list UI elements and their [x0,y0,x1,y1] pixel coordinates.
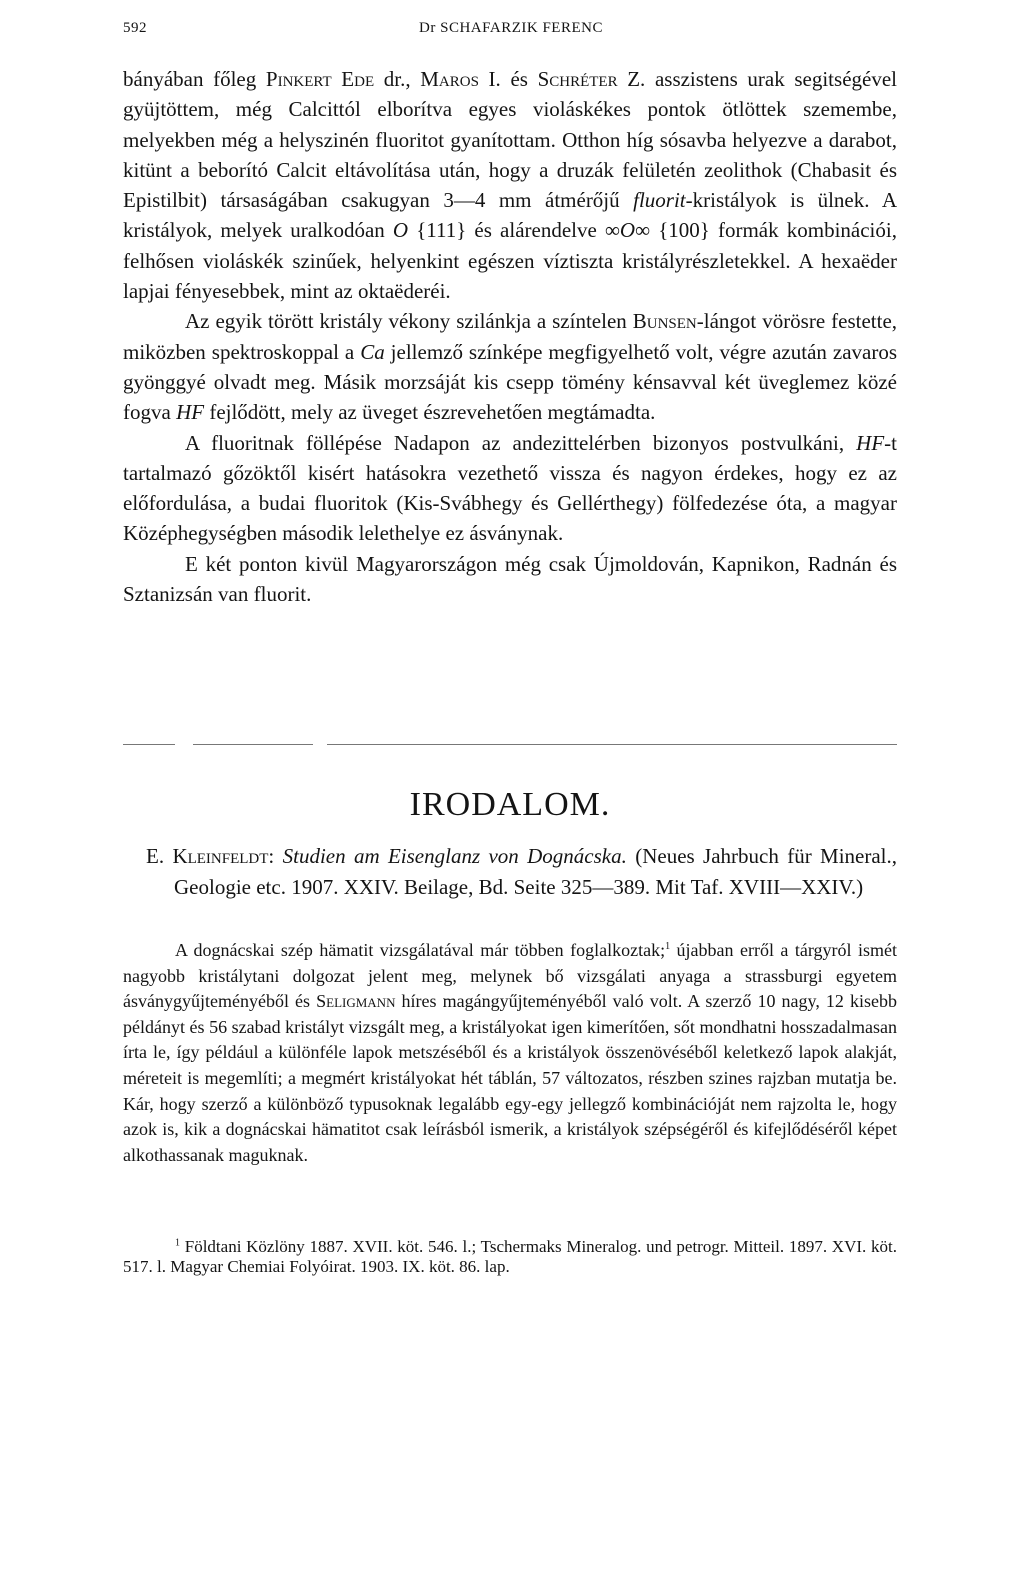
author-name: Pinkert Ede [265,67,375,91]
text-run: : [268,844,283,868]
author-name: Kleinfeldt [172,844,269,868]
paragraph-1 [123,64,897,306]
italic-term: fluorit [633,188,686,213]
text-run: A dognácskai szép hämatit vizsgálatával már többen foglalkoztak; [175,940,666,960]
citation [146,841,897,902]
author-name: Maros [420,67,479,91]
chemical-symbol: Ca [360,339,385,364]
chemical-symbol: HF [856,430,885,455]
text-run: Az egyik törött kristály vékony szilánkja a színtelen [185,309,633,334]
text-run: jellemző színképe megfigyelhető volt, végre azután zavaros gyönggyé olvadt meg. Másik morzsáját kis csepp tömény kénsavval két üveglemez közé fogva [123,339,898,425]
text-run: I. és [478,67,538,91]
work-title: Studien am Eisenglanz von Dognácska. [282,844,627,868]
text-run: fejlődött, mely az üveget észrevehetően megtámadta. [204,400,656,425]
text-run: újabban erről a tárgyról ismét nagyobb kristálytani dolgozat jelent meg, melynek bő vizsgálati anyaga a strassburgi egyetem ásványgyűjteményéből és [123,940,897,1012]
text-run: -lángot vörösre festette, miközben spektroskoppal a [123,309,898,364]
page-number: 592 [123,20,147,36]
paragraph-2 [123,306,897,427]
divider-rule [327,744,897,745]
section-title: IRODALOM. [409,786,611,823]
text-run: dr., [374,67,421,91]
author-name: Bunsen [632,309,697,334]
footnote [123,1237,897,1277]
text-run: -kristályok is ülnek. A kristályok, melyek uralkodóan [123,188,897,243]
text-run: {111} és alárendelve ∞ [408,218,620,243]
crystal-symbol: O [619,218,636,243]
citation-entry [146,841,897,902]
text-run: Z. asszistens urak segitségével gyüjtöttem, még Calcittól elborítva egyes violáskékes pontok ötlöttek szemembe, melyekben még a helyszinén fluoritot gyanítottam. Otthon híg sósavba helyezve a darabot, kitünt a beborító Calcit eltávolítása után, hogy a druzák felületén zeolithok (Chabasit és Epistilbit) társaságában csakugyan 3—4 mm átmérőjű [123,67,897,213]
text-run: A fluoritnak föllépése Nadapon az andezittelérben bizonyos postvulkáni, [185,430,857,455]
page-header [123,20,899,42]
text-run: híres magángyűjteményéből való volt. A szerző 10 nagy, 12 kisebb példányt és 56 szabad kristályt vizsgált meg, a kristályokat igen kimerítően, sőt mondhatni hosszadalmasan írta le, így például a különféle lapok metszéséből és a kristályok összenövéséből keletkező lapok alakját, méreteit is megemlíti; a megmért kristályokat hét táblán, 57 változatos, részben szines rajzban mutatja be. Kár, hogy szerző a különböző typusoknak legalább egy-egy jellegző kombinációját nem rajzolta le, hogy azok is, kik a dognácskai hämatitot csak leírásból ismerik, a kristályok szépségéről és kifejlődéséről képet alkothassanak maguknak. [123,991,898,1165]
body-text [123,64,897,609]
divider-rule [123,744,175,745]
paragraph-3 [123,428,897,549]
footnote-marker: 1 [665,941,671,952]
review-paragraph [123,938,897,1168]
footnote-marker: 1 [175,1237,180,1249]
text-run: bányában főleg [123,67,266,91]
text-run: -t tartalmazó gőzöktől kisért hatásokra vezethető vissza és nagyon érdekes, hogy ez az előfordulása, a budai fluoritok (Kis-Svábhegy és Gellérthegy) fölfedezése óta, a magyar Középhegységben második lelethelye ez ásványnak. [123,430,897,546]
divider-rule [193,744,313,745]
running-head: Dr SCHAFARZIK FERENC [419,20,603,36]
paragraph-4: E két ponton kivül Magyarországon még csak Újmoldován, Kapnikon, Radnán és Sztanizsán van fluorit. [123,551,897,607]
text-run: E. [146,844,173,868]
crystal-symbol: O [392,218,409,243]
review-text [123,938,897,1168]
author-name: Seligmann [316,991,396,1012]
footnote-text [123,1237,897,1277]
section-divider [123,742,897,748]
text-run: Földtani Közlöny 1887. XVII. köt. 546. l.; Tschermaks Mineralog. und petrogr. Mitteil. 1897. XVI. köt. 517. l. Magyar Chemiai Folyóirat. 1903. IX. köt. 86. lap. [123,1237,897,1276]
chemical-symbol: HF [176,400,205,425]
text-run: ∞ {100} formák kombinációi, felhősen violáskék szinűek, helyenkint egészen víztiszta kristályrészletekkel. A hexaëder lapjai fényesebbek, mint az oktaëderéi. [123,218,897,304]
author-name: Schréter [537,67,618,91]
text-run: (Neues Jahrbuch für Mineral., Geologie etc. 1907. XXIV. Beilage, Bd. Seite 325—389. Mit Taf. XVIII—XXIV.) [174,844,898,899]
